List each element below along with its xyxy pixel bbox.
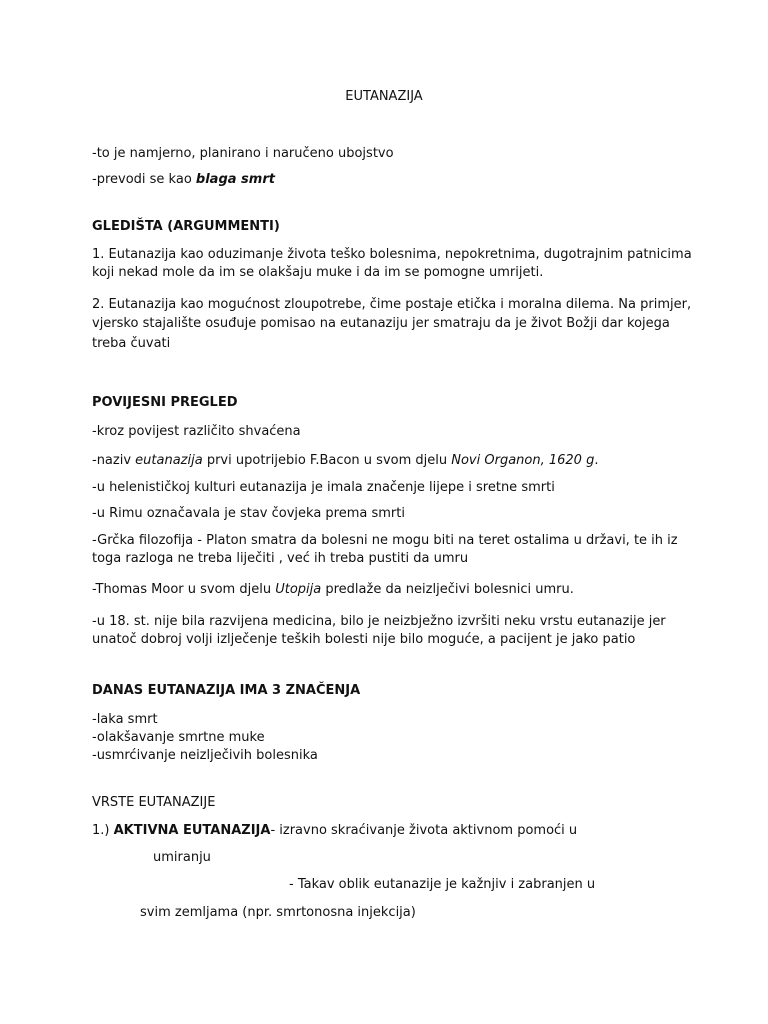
povijesni-item-7-line-1: -u 18. st. nije bila razvijena medicina, bilo je neizbježno izvršiti neku vrstu eutanazije jer	[92, 614, 666, 629]
povijesni-item-5	[92, 532, 678, 568]
gledista-p1-line-2: koji nekad mole da im se olakšaju muke i da im se pomogne umrijeti.	[92, 265, 544, 280]
intro-line-2-emphasis: blaga smrt	[195, 172, 275, 187]
intro-line-1: -to je namjerno, planirano i naručeno ubojstvo	[92, 146, 394, 161]
povijesni-item-2-term: eutanazija	[135, 453, 203, 468]
danas-item-3: -usmrćivanje neizlječivih bolesnika	[92, 748, 318, 763]
povijesni-item-2-e: .	[594, 453, 599, 468]
gledista-paragraph-1	[92, 246, 692, 282]
povijesni-item-2-a: -naziv	[92, 453, 136, 468]
intro-line-2	[92, 171, 275, 189]
povijesni-item-7	[92, 613, 666, 649]
povijesni-item-6-c: predlaže da neizlječivi bolesnici umru.	[321, 582, 574, 597]
gledista-paragraph-2	[92, 296, 691, 353]
heading-povijesni-pregled: POVIJESNI PREGLED	[92, 395, 238, 410]
vrste-item-1-label: AKTIVNA EUTANAZIJA	[113, 823, 271, 838]
gledista-p2-line-3: treba čuvati	[92, 336, 171, 351]
povijesni-item-5-line-2: toga razloga ne treba liječiti , već ih treba pustiti da umru	[92, 551, 469, 566]
vrste-item-1-continuation: umiranju	[153, 850, 211, 865]
povijesni-item-6	[92, 581, 574, 599]
povijesni-item-5-line-1: -Grčka filozofija - Platon smatra da bolesni ne mogu biti na teret ostalima u državi, te ih iz	[92, 533, 678, 548]
povijesni-item-6-work: Utopija	[275, 582, 322, 597]
danas-list	[92, 711, 318, 765]
gledista-p2-line-2: vjersko stajalište osuđuje pomisao na eutanaziju jer smatraju da je život Božji dar kojega	[92, 316, 670, 331]
povijesni-item-7-line-2: unatoč dobroj volji izlječenje teških bolesti nije bilo moguće, a pacijent je jako patio	[92, 632, 636, 647]
heading-vrste: VRSTE EUTANAZIJE	[92, 795, 216, 810]
danas-item-2: -olakšavanje smrtne muke	[92, 730, 265, 745]
document-title	[0, 88, 768, 106]
heading-danas: DANAS EUTANAZIJA IMA 3 ZNAČENJA	[92, 683, 361, 698]
povijesni-item-6-a: -Thomas Moor u svom djelu	[92, 582, 276, 597]
vrste-item-1-description: - izravno skraćivanje života aktivnom pomoći u	[270, 823, 578, 838]
intro-line-2-prefix: -prevodi se kao	[92, 172, 196, 187]
vrste-item-1-number: 1.)	[92, 823, 114, 838]
povijesni-item-1: -kroz povijest različito shvaćena	[92, 424, 301, 439]
vrste-item-1	[92, 822, 577, 840]
povijesni-item-3: -u helenističkoj kulturi eutanazija je imala značenje lijepe i sretne smrti	[92, 480, 555, 495]
gledista-p1-line-1: 1. Eutanazija kao oduzimanje života teško bolesnima, nepokretnima, dugotrajnim patnicima	[92, 247, 692, 262]
vrste-item-1-sub-line-1: - Takav oblik eutanazije je kažnjiv i zabranjen u	[289, 877, 596, 892]
povijesni-item-2-c: prvi upotrijebio F.Bacon u svom djelu	[202, 453, 452, 468]
povijesni-item-2-work: Novi Organon, 1620 g	[451, 453, 595, 468]
povijesni-item-2	[92, 452, 598, 470]
danas-item-1: -laka smrt	[92, 712, 158, 727]
title-text: EUTANAZIJA	[345, 89, 423, 104]
vrste-item-1-sub-line-2: svim zemljama (npr. smrtonosna injekcija)	[140, 905, 416, 920]
povijesni-item-4: -u Rimu označavala je stav čovjeka prema smrti	[92, 506, 405, 521]
heading-gledista: GLEDIŠTA (ARGUMMENTI)	[92, 219, 280, 234]
gledista-p2-line-1: 2. Eutanazija kao mogućnost zloupotrebe, čime postaje etička i moralna dilema. Na primjer,	[92, 297, 692, 312]
